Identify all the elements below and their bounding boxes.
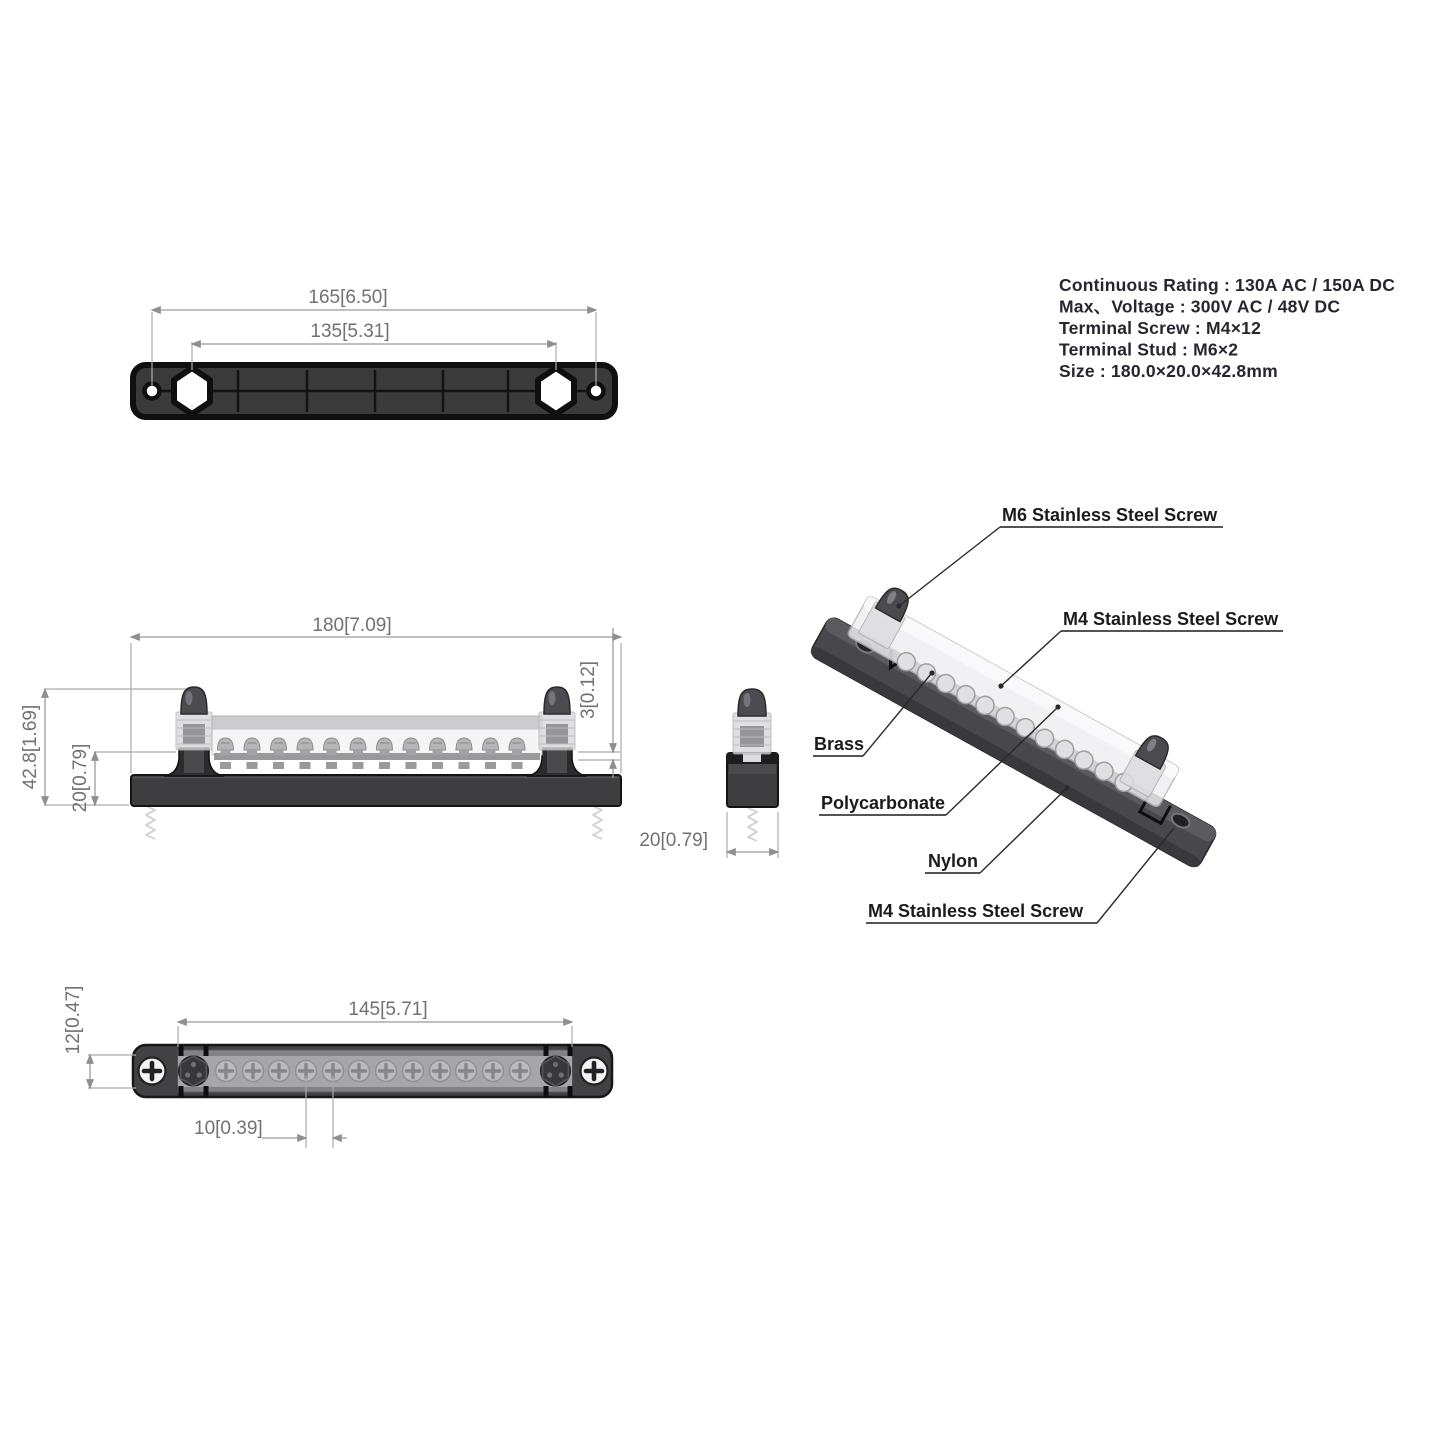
front-view-pedestal-left-core xyxy=(184,748,204,773)
bottom-view-mount-screw-right xyxy=(581,1058,608,1085)
dim-text-145: 145[5.71] xyxy=(348,999,428,1020)
dim-text-165: 165[6.50] xyxy=(308,287,388,308)
front-view-pedestal-right-core xyxy=(547,748,567,773)
dim-text-180: 180[7.09] xyxy=(312,615,392,636)
side-view-base-mid xyxy=(729,764,776,774)
dim-text-42-8: 42.8[1.69] xyxy=(20,704,41,790)
label-m4-mount-screw: M4 Stainless Steel Screw xyxy=(868,901,1084,921)
m6-dome-nut-right xyxy=(544,687,570,714)
label-polycarbonate: Polycarbonate xyxy=(821,793,946,813)
dim-text-20-left: 20[0.79] xyxy=(70,743,91,813)
spec-line-terminal-screw: Terminal Screw : M4×12 xyxy=(1059,318,1262,338)
bottom-view-stud-left xyxy=(179,1056,208,1086)
dim-text-20-side: 20[0.79] xyxy=(639,830,708,851)
m6-dome-nut-left xyxy=(181,687,207,714)
bottom-view-mount-screw-left xyxy=(139,1058,166,1085)
label-m4-screw: M4 Stainless Steel Screw xyxy=(1063,609,1279,629)
dim-text-135: 135[5.31] xyxy=(310,321,390,342)
top-view-hex-nut-left xyxy=(174,368,210,414)
spec-line-rating: Continuous Rating : 130A AC / 150A DC xyxy=(1059,275,1396,295)
dim-text-12: 12[0.47] xyxy=(63,985,84,1055)
dim-text-10: 10[0.39] xyxy=(194,1118,263,1139)
spec-line-size: Size : 180.0×20.0×42.8mm xyxy=(1059,361,1278,381)
m6-dome-nut-side xyxy=(738,689,766,716)
label-m6-screw: M6 Stainless Steel Screw xyxy=(1002,505,1218,525)
dim-text-3: 3[0.12] xyxy=(578,660,599,720)
spec-line-voltage: Max、Voltage : 300V AC / 48V DC xyxy=(1059,296,1341,317)
spec-line-terminal-stud: Terminal Stud : M6×2 xyxy=(1059,339,1239,360)
label-nylon: Nylon xyxy=(928,851,979,871)
top-view-hex-nut-right xyxy=(538,368,574,414)
front-view-nylon-base xyxy=(131,775,621,806)
label-brass: Brass xyxy=(814,734,865,754)
bottom-view-stud-right xyxy=(541,1056,570,1086)
front-view-cover-rail xyxy=(212,716,542,729)
